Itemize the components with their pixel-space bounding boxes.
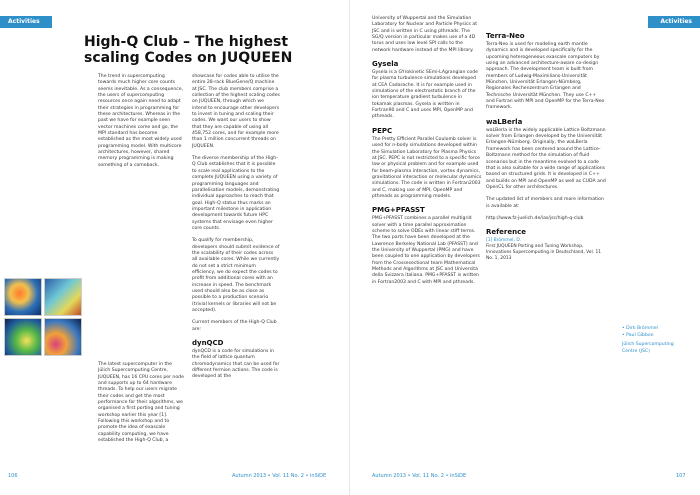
page-number-right: 107 xyxy=(676,473,686,479)
col4-paragraph-3: The updated list of members and more information is available at: xyxy=(486,197,604,209)
text-column-1 xyxy=(98,74,184,175)
text-column-2 xyxy=(192,74,280,387)
reference-1-label: [1] xyxy=(486,238,493,244)
contact-organization: Jülich Supercomputing Centre (JSC) xyxy=(622,342,674,354)
heading-pepc: PEPC xyxy=(372,126,393,135)
col2-paragraph-1: showcase for codes able to utilise the entire 28-rack BlueGene/Q machine at JSC. The club members comprise a collection of the highest scaling codes on JUQUEEN, through which we intend to encourage other developers to invest in tuning and scaling their codes. We want our users to show that they are capable of using all 458,752 cores, and for example more than 1 million concurrent threads on JUQUEEN. xyxy=(192,74,280,149)
col3-paragraph-2: Gysela is a GYrokinetic SEmi-LAgrangian code for plasma turbulence simulations developed at CEA Cadarache. It is for example used in simulations of the electrostatic branch of the ion temperature gradient turbulence in tokamak plasmas. Gysela is written in Fortran90 and C and uses MPI, OpenMP and pthreads. xyxy=(372,70,478,120)
simulation-image-2 xyxy=(44,278,82,316)
article-title: High-Q Club – The highest scaling Codes on JUQUEEN xyxy=(84,34,293,66)
text-column-3 xyxy=(372,16,482,292)
reference-1-text: First JUQUEEN Porting and Tuning Workshop, Innovatives Supercomputing in Deutschland, Vol. 11 No. 1, 2013 xyxy=(486,244,602,261)
col1-paragraph-1: The trend in supercomputing towards much higher core counts seems inevitable. As a consequence, the users of supercomputing resources once again need to adapt their strategies in programming for these architectures. Whereas in the past we have for example seen vector machines come and go, the MPI standard has become established as the most widely used programming model. With multicore architectures, however, shared memory programming is making something of a comeback. xyxy=(98,74,184,168)
heading-walberla: waLBerla xyxy=(486,117,523,126)
simulation-image-1 xyxy=(4,278,42,316)
col1-paragraph-2: The latest supercomputer in the Jülich Supercomputing Centre, JUQUEEN, has 16 CPU cores per node and supports up to 64 hardware threads. To help our users migrate their codes and get the most performance for their algorithms, we organised a first porting and tuning workshop earlier this year [1]. Following this workshop and to promote the idea of exascale capability computing, we have established the High-Q Club, a xyxy=(98,362,184,444)
col2-paragraph-5: dynQCD is a code for simulations in the field of lattice quantum chromodynamics that can be used for different fermion actions. The code is developed at the xyxy=(192,349,280,380)
heading-terra-neo: Terra-Neo xyxy=(486,32,525,40)
heading-dynqcd: dynQCD xyxy=(192,339,224,348)
section-tab-left: Activities xyxy=(0,16,52,28)
footer-text-right: Autumn 2013 • Vol. 11 No. 2 • inSiDE xyxy=(372,473,467,479)
col2-paragraph-2: The diverse membership of the High-Q Club establishes that it is possible to scale real applications to the complete JUQUEEN using a variety of programming languages and parallelisation models, demonstrating individual approaches to reach that goal. High-Q status thus marks an important milestone in application development towards future HPC systems that envisage even higher core counts. xyxy=(192,156,280,231)
text-column-4 xyxy=(486,30,606,261)
contact-dirk-brommel: • Dirk Brömmel xyxy=(622,326,658,331)
more-info-link[interactable]: http://www.fz-juelich.de/ias/jsc/high-q-club xyxy=(486,215,584,221)
reference-1 xyxy=(486,238,606,261)
col3-paragraph-3: The Pretty Efficient Parallel Coulomb solver is used for n-body simulations developed within the Simulation Laboratory for Plasma Physics at JSC. PEPC is not restricted to a specific force law or physical problem and for example used for beam-plasma interaction, vortex dynamics, gravitational interaction or molecular dynamics simulations. The code is written in Fortran2003 and C, making use of MPI, OpenMP and pthreads as programming models. xyxy=(372,136,482,199)
col3-paragraph-1: University of Wuppertal and the Simulation Laboratory for Nuclear and Particle Physics at JSC and is written in C using pthreads. The SG/Q version in particular makes use of a 4D torus and uses low level SPI calls to the network hardware instead of the MPI library. xyxy=(372,16,478,53)
heading-pmg-pfasst: PMG+PFASST xyxy=(372,206,425,215)
section-tab-right: Activities xyxy=(648,16,700,28)
col3-paragraph-4: PMG+PFASST combines a parallel multigrid solver with a time parallel approximation scheme to solve ODEs with linear stiff terms. The two parts have been developed at the Lawrence Berkeley National Lab (PFASST) and the University of Wuppertal (PMG) and have been coupled to one application by developers from the Crossesectional team Mathematical Methods and Algorithms at JSC and Università della Svizzera italiana. PMG+PFASST is written in Fortran2003 and C with MPI and pthreads. xyxy=(372,216,480,285)
simulation-image-4 xyxy=(44,318,82,356)
col4-paragraph-2: waLBerla is the widely applicable Lattice Boltzmann solver from Erlangen developed by the Universität Erlangen-Nürnberg. Originally, the waLBerla framework has been centered around the Lattice-Boltzmann method for the simulation of fluid scenarios but in the meantime evolved to a code that is also suitable for a wide range of applications based on structured grids. It is developed in C++ and builds on MPI and OpenMP as well as CUDA and OpenCL for other architectures. xyxy=(486,127,606,190)
footer-text-left: Autumn 2013 • Vol. 11 No. 2 • inSiDE xyxy=(232,473,327,479)
simulation-image-3 xyxy=(4,318,42,356)
text-column-1-lower xyxy=(98,362,184,450)
author-contacts xyxy=(622,326,686,355)
page-number-left: 106 xyxy=(8,473,18,479)
contact-paul-gibbon: • Paul Gibbon xyxy=(622,332,654,338)
col2-paragraph-3: To qualify for membership, developers should submit evidence of the scalability of their codes across all available cores. While we currently do not set a strict minimum efficiency, we do expect the codes to profit from additional cores with an increase in speed. The benchmark used should also be as close as possible to a production scenario (trivial kernels or libraries will not be accepted). xyxy=(192,238,280,314)
reference-1-author: Brömmel, D. xyxy=(493,238,522,244)
heading-reference: Reference xyxy=(486,228,527,237)
heading-gysela: Gysela xyxy=(372,60,399,69)
col2-paragraph-4: Current members of the High-Q Club are: xyxy=(192,320,277,332)
col4-paragraph-1: Terra-Neo is used for modeling earth mantle dynamics and is developed specifically for the upcoming heterogeneous exascale computers by using an advanced architecture-aware co-design approach. The development team is built from members of Ludwig-Maximilians-Universität München, Universität Erlangen-Nürnberg, Regionales Rechenzentrum Erlangen and Technische Universität München. They use C++ and Fortran with MPI and OpenMP for the Terra-Neo framework. xyxy=(486,42,605,111)
